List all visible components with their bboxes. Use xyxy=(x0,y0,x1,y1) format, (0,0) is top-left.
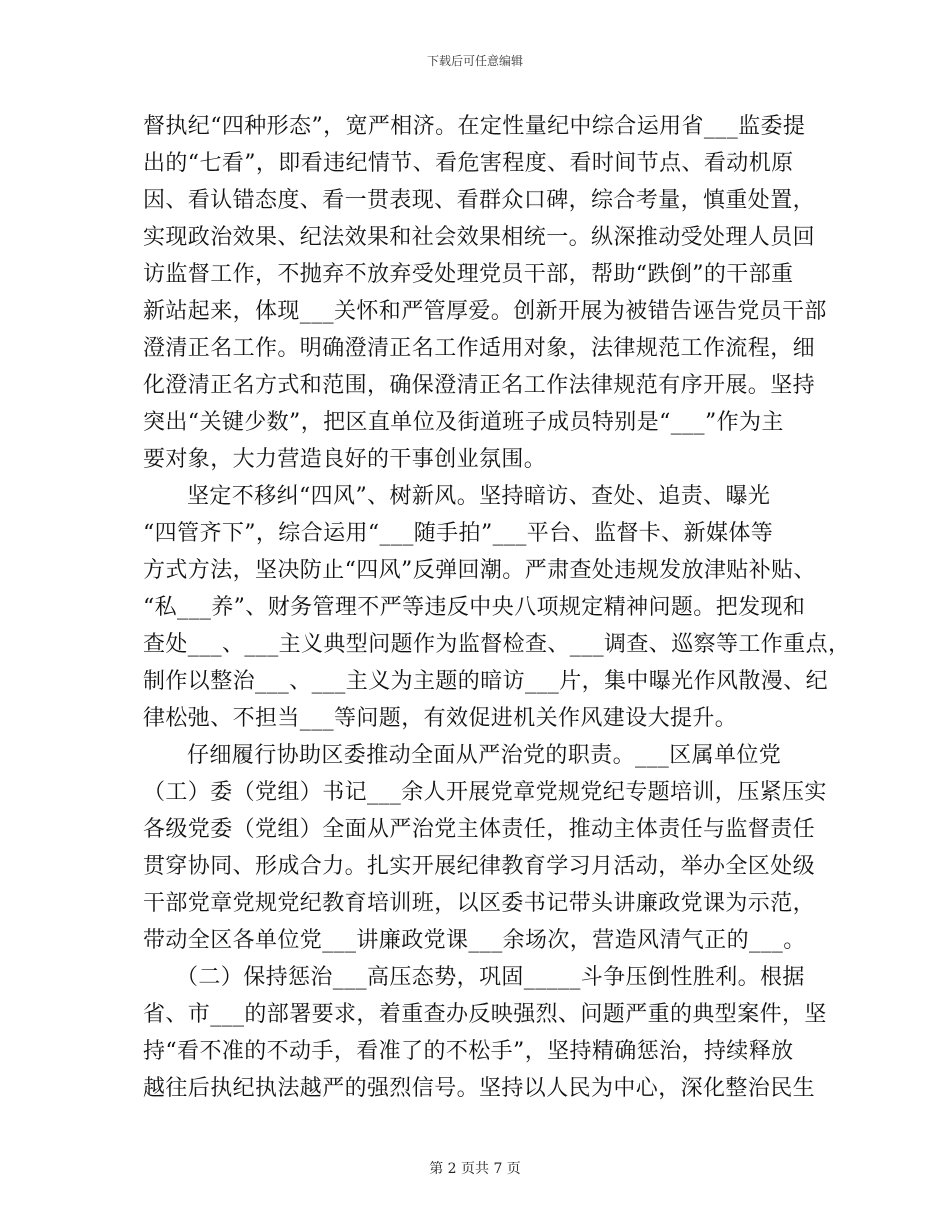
text-line: 督执纪“四种形态”，宽严相济。在定性量纪中综合运用省___监委提 xyxy=(143,114,806,139)
text-line: （二）保持惩治___高压态势，巩固_____斗争压倒性胜利。根据 xyxy=(176,965,805,990)
body-text xyxy=(143,108,851,1107)
text-line: 各级党委（党组）全面从严治党主体责任，推动主体责任与监督责任 xyxy=(143,817,816,842)
text-line: 带动全区各单位党___讲廉政党课___余场次，营造风清气正的___。 xyxy=(143,928,806,953)
text-line: 贯穿协同、形成合力。扎实开展纪律教育学习月活动，举办全区处级 xyxy=(143,854,816,879)
text-line: 方式方法，坚决防止“四风”反弹回潮。严肃查处违规发放津贴补贴、 xyxy=(143,558,816,583)
text-line: 干部党章党规党纪教育培训班，以区委书记带头讲廉政党课为示范， xyxy=(143,891,816,916)
text-line: （工）委（党组）书记___余人开展党章党规党纪专题培训，压紧压实 xyxy=(143,780,827,805)
text-line: 澄清正名工作。明确澄清正名工作适用对象，法律规范工作流程，细 xyxy=(143,336,816,361)
text-line: 访监督工作，不抛弃不放弃受处理党员干部，帮助“跌倒”的干部重 xyxy=(143,262,794,287)
page-header: 下载后可任意编辑 xyxy=(426,54,523,68)
text-line: 因、看认错态度、看一贯表现、看群众口碑，综合考量，慎重处置， xyxy=(143,188,816,213)
text-line: 仔细履行协助区委推动全面从严治党的职责。___区属单位党 xyxy=(187,743,782,768)
text-line: 出的“七看”，即看违纪情节、看危害程度、看时间节点、看动机原 xyxy=(143,151,794,176)
text-line: 查处___、___主义典型问题作为监督检查、___调查、巡察等工作重点， xyxy=(143,632,851,657)
text-line: 要对象，大力营造良好的干事创业氛围。 xyxy=(143,447,547,472)
text-line: 化澄清正名方式和范围，确保澄清正名工作法律规范有序开展。坚持 xyxy=(143,373,816,398)
page-footer: 第 2 页共 7 页 xyxy=(429,1161,521,1177)
text-line: 突出“关键少数”，把区直单位及街道班子成员特别是“___”作为主 xyxy=(143,410,784,435)
text-line: 制作以整治___、___主义为主题的暗访___片，集中曝光作风散漫、纪 xyxy=(143,669,829,694)
text-line: “四管齐下”，综合运用“___随手拍”___平台、监督卡、新媒体等 xyxy=(143,521,774,546)
text-line: 新站起来，体现___关怀和严管厚爱。创新开展为被错告诬告党员干部 xyxy=(143,299,827,324)
text-line: “私___养”、财务管理不严等违反中央八项规定精神问题。把发现和 xyxy=(143,595,806,620)
text-line: 坚定不移纠“四风”、树新风。坚持暗访、查处、追责、曝光 xyxy=(187,484,771,509)
text-line: 省、市___的部署要求，着重查办反映强烈、问题严重的典型案件，坚 xyxy=(143,1002,827,1027)
text-line: 持“看不准的不动手，看准了的不松手”，坚持精确惩治，持续释放 xyxy=(143,1039,794,1064)
text-line: 越往后执纪执法越严的强烈信号。坚持以人民为中心，深化整治民生 xyxy=(143,1076,816,1101)
text-line: 律松弛、不担当___等问题，有效促进机关作风建设大提升。 xyxy=(143,706,738,731)
text-line: 实现政治效果、纪法效果和社会效果相统一。纵深推动受处理人员回 xyxy=(143,225,816,250)
